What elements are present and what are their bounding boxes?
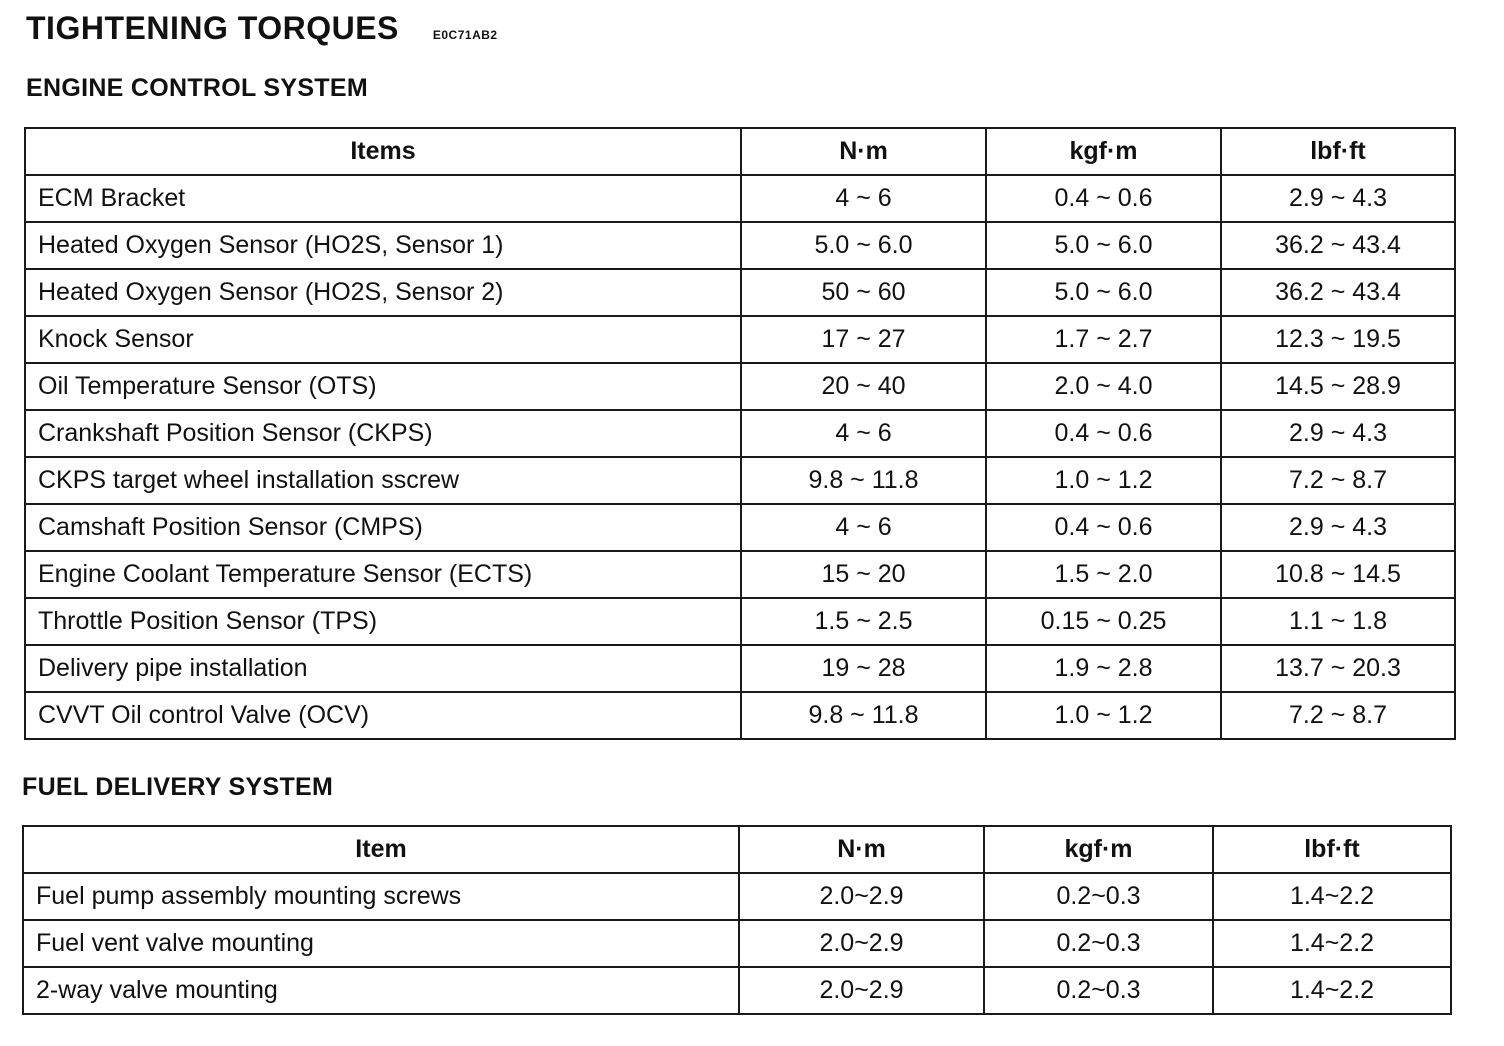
item-cell: Heated Oxygen Sensor (HO2S, Sensor 2) — [25, 269, 741, 316]
item-cell: Camshaft Position Sensor (CMPS) — [25, 504, 741, 551]
nm-cell: 5.0 ~ 6.0 — [741, 222, 986, 269]
item-cell: Delivery pipe installation — [25, 645, 741, 692]
table-row — [23, 967, 1451, 1014]
item-cell: CVVT Oil control Valve (OCV) — [25, 692, 741, 739]
item-cell: Crankshaft Position Sensor (CKPS) — [25, 410, 741, 457]
item-cell: CKPS target wheel installation sscrew — [25, 457, 741, 504]
engine-control-torque-table — [24, 127, 1456, 740]
table-row — [25, 692, 1455, 739]
column-header-kgfm: kgf·m — [984, 826, 1213, 873]
lbfft-cell: 1.4~2.2 — [1213, 920, 1451, 967]
lbfft-cell: 7.2 ~ 8.7 — [1221, 457, 1455, 504]
column-header-lbfft: lbf·ft — [1213, 826, 1451, 873]
page-header — [26, 10, 498, 47]
kgfm-cell: 0.4 ~ 0.6 — [986, 175, 1221, 222]
lbfft-cell: 36.2 ~ 43.4 — [1221, 222, 1455, 269]
item-cell: Knock Sensor — [25, 316, 741, 363]
nm-cell: 2.0~2.9 — [739, 920, 984, 967]
lbfft-cell: 36.2 ~ 43.4 — [1221, 269, 1455, 316]
lbfft-cell: 1.4~2.2 — [1213, 873, 1451, 920]
kgfm-cell: 0.2~0.3 — [984, 920, 1213, 967]
column-header-lbfft: lbf·ft — [1221, 128, 1455, 175]
nm-cell: 2.0~2.9 — [739, 873, 984, 920]
lbfft-cell: 2.9 ~ 4.3 — [1221, 175, 1455, 222]
table-row — [25, 175, 1455, 222]
kgfm-cell: 1.7 ~ 2.7 — [986, 316, 1221, 363]
column-header-item: Item — [23, 826, 739, 873]
lbfft-cell: 2.9 ~ 4.3 — [1221, 504, 1455, 551]
table-row — [25, 410, 1455, 457]
nm-cell: 19 ~ 28 — [741, 645, 986, 692]
lbfft-cell: 14.5 ~ 28.9 — [1221, 363, 1455, 410]
item-cell: Oil Temperature Sensor (OTS) — [25, 363, 741, 410]
nm-cell: 1.5 ~ 2.5 — [741, 598, 986, 645]
fuel-delivery-torque-table — [22, 825, 1452, 1015]
lbfft-cell: 12.3 ~ 19.5 — [1221, 316, 1455, 363]
table-row — [25, 598, 1455, 645]
item-cell: Throttle Position Sensor (TPS) — [25, 598, 741, 645]
page-title: TIGHTENING TORQUES — [26, 10, 399, 46]
nm-cell: 17 ~ 27 — [741, 316, 986, 363]
engine-control-section-title: ENGINE CONTROL SYSTEM — [26, 74, 368, 102]
lbfft-cell: 13.7 ~ 20.3 — [1221, 645, 1455, 692]
table-header-row — [25, 128, 1455, 175]
kgfm-cell: 2.0 ~ 4.0 — [986, 363, 1221, 410]
table-row — [25, 504, 1455, 551]
lbfft-cell: 2.9 ~ 4.3 — [1221, 410, 1455, 457]
column-header-nm: N·m — [739, 826, 984, 873]
kgfm-cell: 1.0 ~ 1.2 — [986, 692, 1221, 739]
nm-cell: 4 ~ 6 — [741, 410, 986, 457]
table-row — [25, 457, 1455, 504]
document-code: E0C71AB2 — [432, 28, 498, 42]
nm-cell: 50 ~ 60 — [741, 269, 986, 316]
item-cell: Fuel pump assembly mounting screws — [23, 873, 739, 920]
item-cell: 2-way valve mounting — [23, 967, 739, 1014]
table-row — [25, 363, 1455, 410]
table-row — [25, 316, 1455, 363]
kgfm-cell: 0.15 ~ 0.25 — [986, 598, 1221, 645]
engine-control-table-body — [25, 175, 1455, 739]
nm-cell: 4 ~ 6 — [741, 175, 986, 222]
table-row — [25, 222, 1455, 269]
lbfft-cell: 7.2 ~ 8.7 — [1221, 692, 1455, 739]
fuel-delivery-table-body — [23, 873, 1451, 1014]
kgfm-cell: 5.0 ~ 6.0 — [986, 269, 1221, 316]
table-row — [25, 551, 1455, 598]
kgfm-cell: 1.0 ~ 1.2 — [986, 457, 1221, 504]
item-cell: Heated Oxygen Sensor (HO2S, Sensor 1) — [25, 222, 741, 269]
item-cell: Engine Coolant Temperature Sensor (ECTS) — [25, 551, 741, 598]
table-row — [23, 920, 1451, 967]
table-row — [23, 873, 1451, 920]
item-cell: Fuel vent valve mounting — [23, 920, 739, 967]
nm-cell: 15 ~ 20 — [741, 551, 986, 598]
table-row — [25, 269, 1455, 316]
kgfm-cell: 1.5 ~ 2.0 — [986, 551, 1221, 598]
table-row — [25, 645, 1455, 692]
kgfm-cell: 0.2~0.3 — [984, 873, 1213, 920]
nm-cell: 9.8 ~ 11.8 — [741, 457, 986, 504]
kgfm-cell: 1.9 ~ 2.8 — [986, 645, 1221, 692]
column-header-items: Items — [25, 128, 741, 175]
lbfft-cell: 1.1 ~ 1.8 — [1221, 598, 1455, 645]
kgfm-cell: 0.4 ~ 0.6 — [986, 410, 1221, 457]
nm-cell: 4 ~ 6 — [741, 504, 986, 551]
column-header-kgfm: kgf·m — [986, 128, 1221, 175]
item-cell: ECM Bracket — [25, 175, 741, 222]
kgfm-cell: 0.2~0.3 — [984, 967, 1213, 1014]
lbfft-cell: 10.8 ~ 14.5 — [1221, 551, 1455, 598]
kgfm-cell: 0.4 ~ 0.6 — [986, 504, 1221, 551]
nm-cell: 20 ~ 40 — [741, 363, 986, 410]
nm-cell: 9.8 ~ 11.8 — [741, 692, 986, 739]
table-header-row — [23, 826, 1451, 873]
kgfm-cell: 5.0 ~ 6.0 — [986, 222, 1221, 269]
lbfft-cell: 1.4~2.2 — [1213, 967, 1451, 1014]
nm-cell: 2.0~2.9 — [739, 967, 984, 1014]
fuel-delivery-section-title: FUEL DELIVERY SYSTEM — [22, 773, 334, 801]
column-header-nm: N·m — [741, 128, 986, 175]
